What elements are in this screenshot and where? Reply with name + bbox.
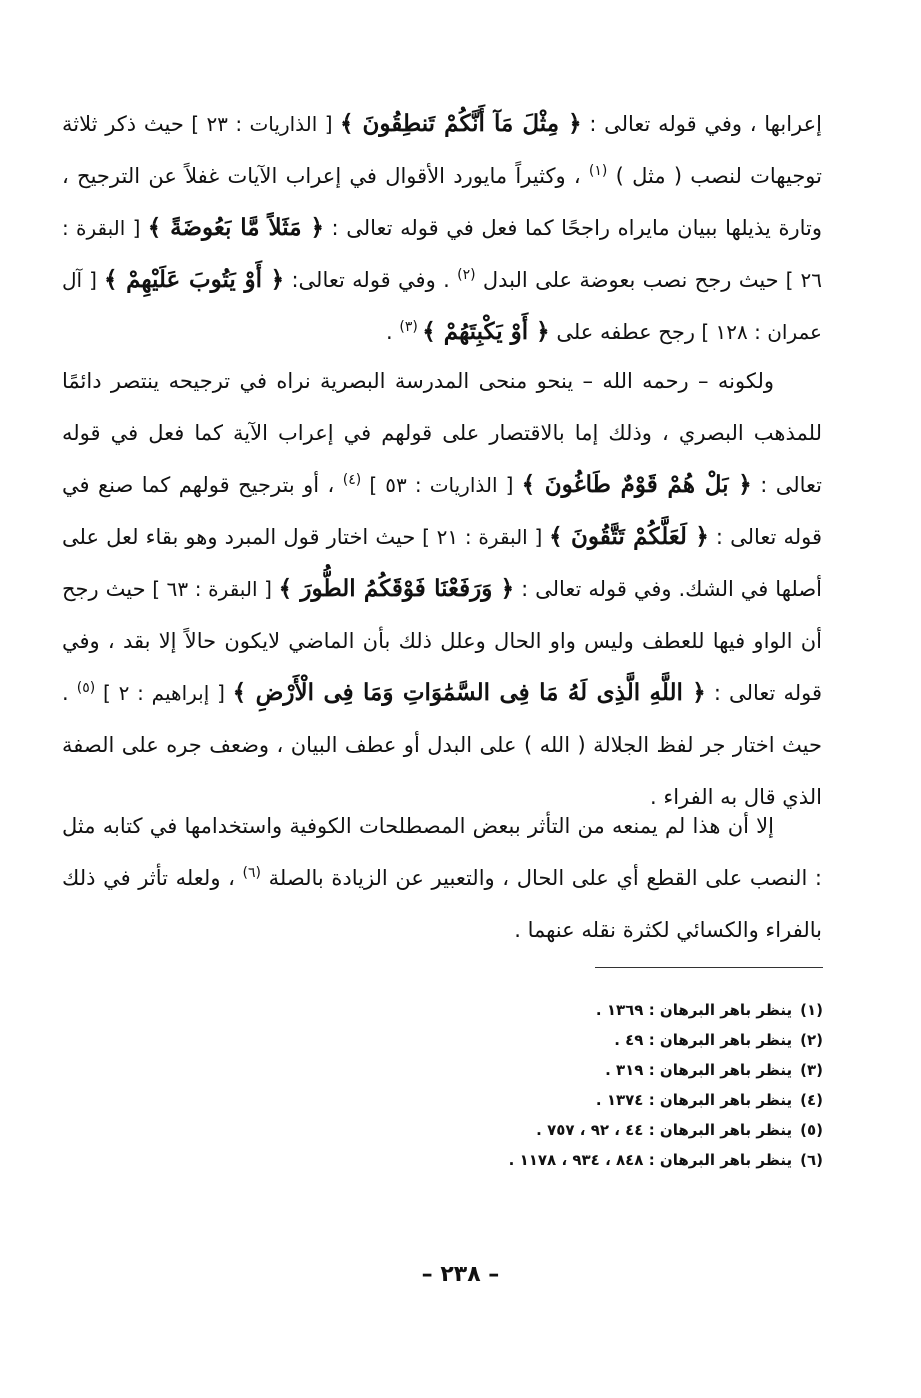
footnote xyxy=(380,1115,823,1145)
text-segment: رجح عطفه على xyxy=(549,320,695,344)
footnote-number: (٦) xyxy=(800,1151,823,1169)
footnote-marker: (٢) xyxy=(457,267,476,283)
text-segment: . xyxy=(386,320,400,344)
footnote-marker: (٤) xyxy=(342,472,362,488)
verse-reference: [ إبراهيم : ٢ ] xyxy=(95,681,233,705)
footnote-text: ينظر باهر البرهان : ١٣٦٩ . xyxy=(595,1001,793,1019)
footnote-marker: (٥) xyxy=(76,680,96,696)
quran-verse: ﴿ بَلْ هُمْ قَوْمٌ طَاغُونَ ﴾ xyxy=(521,471,752,498)
verse-reference: [ البقرة : ٢١ ] xyxy=(415,525,550,549)
quran-verse: ﴿ مِثْلَ مَآ أَنَّكُمْ تَنطِقُونَ ﴾ xyxy=(339,110,582,137)
footnote-number: (٢) xyxy=(800,1031,823,1049)
text-segment: حيث رجح أن الواو فيها للعطف وليس واو الحال وعلل ذلك بأن الماضي لايكون حالاً إلا بقد ، وفي قوله تعالى : xyxy=(62,577,822,705)
footnote-marker: (٣) xyxy=(399,319,423,335)
paragraph-3-text xyxy=(62,800,822,956)
text-segment: ، وكثيراً مايورد الأقوال في إعراب الآيات غفلاً عن الترجيح ، وتارة يذيلها ببيان مايراه راجحًا كما فعل في قوله تعالى : xyxy=(62,164,822,240)
footnote-text: ينظر باهر البرهان : ٤٩ . xyxy=(614,1031,793,1049)
footnote-marker: (٦) xyxy=(242,865,261,881)
footnote-text: ينظر باهر البرهان : ١٣٧٤ . xyxy=(595,1091,793,1109)
footnote-text: ينظر باهر البرهان : ٣١٩ . xyxy=(605,1061,793,1079)
paragraph-1-text xyxy=(62,98,822,358)
text-segment: . حيث اختار جر لفظ الجلالة ( الله ) على البدل أو عطف البيان ، وضعف جره على الصفة الذي قال به الفراء . xyxy=(62,681,822,809)
text-segment: . وفي قوله تعالى: xyxy=(284,268,458,292)
quran-verse: ﴿ أَوْ يَكْبِتَهُمْ ﴾ xyxy=(422,318,550,345)
paragraph-2-text xyxy=(62,355,822,823)
verse-reference: [ الذاريات : ٢٣ ] xyxy=(183,112,340,136)
footnote xyxy=(380,1145,823,1175)
footnote-number: (١) xyxy=(800,1001,823,1019)
footnote xyxy=(380,1085,823,1115)
text-segment: ، أو بترجيح قولهم كما صنع في قوله تعالى : xyxy=(62,473,822,549)
verse-reference: [ الذاريات : ٥٣ ] xyxy=(361,473,522,497)
text-segment: حيث رجح نصب بعوضة على البدل xyxy=(475,268,779,292)
verse-reference: [ البقرة : ٢٦ ] xyxy=(62,216,822,292)
text-segment: حيث ذكر ثلاثة توجيهات لنصب ( مثل ) xyxy=(62,112,822,188)
footnote-separator xyxy=(595,967,823,968)
text-segment: إعرابها ، وفي قوله تعالى : xyxy=(581,112,822,136)
footnote-number: (٥) xyxy=(800,1121,823,1139)
text-segment: ، ولعله تأثر في ذلك بالفراء والكسائي لكثرة نقله عنهما . xyxy=(62,866,822,942)
text-segment: حيث اختار قول المبرد وهو بقاء لعل على أصلها في الشك. وفي قوله تعالى : xyxy=(62,525,822,601)
footnotes-list xyxy=(380,995,823,1175)
footnote xyxy=(380,1055,823,1085)
footnote-number: (٤) xyxy=(800,1091,823,1109)
text-segment: ولكونه – رحمه الله – ينحو منحى المدرسة البصرية نراه في ترجيحه ينتصر دائمًا للمذهب البصري ، وذلك إما بالاقتصار على قولهم في إعراب الآية كما فعل في قوله تعالى : xyxy=(62,369,822,497)
quran-verse: ﴿ أَوْ يَتُوبَ عَلَيْهِمْ ﴾ xyxy=(103,266,285,293)
footnote-number: (٣) xyxy=(800,1061,823,1079)
footnote-text: ينظر باهر البرهان : ٨٤٨ ، ٩٣٤ ، ١١٧٨ . xyxy=(508,1151,793,1169)
footnote xyxy=(380,1025,823,1055)
paragraph-2 xyxy=(62,355,822,823)
quran-verse: ﴿ لَعَلَّكُمْ تَتَّقُونَ ﴾ xyxy=(549,523,709,550)
paragraph-1 xyxy=(62,98,822,358)
footnote-marker: (١) xyxy=(588,163,608,179)
footnote xyxy=(380,995,823,1025)
quran-verse: ﴿ وَرَفَعْنَا فَوْقَكُمُ الطُّورَ ﴾ xyxy=(278,575,515,602)
verse-reference: [ البقرة : ٦٣ ] xyxy=(145,577,279,601)
verse-reference: [ آل عمران : ١٢٨ ] xyxy=(62,268,822,344)
paragraph-3 xyxy=(62,800,822,956)
footnote-text: ينظر باهر البرهان : ٤٤ ، ٩٢ ، ٧٥٧ . xyxy=(536,1121,793,1139)
page-number: – ٢٣٨ – xyxy=(421,1262,500,1287)
quran-verse: ﴿ اللَّهِ الَّذِى لَهُ مَا فِى السَّمَٰوَاتِ وَمَا فِى الْأَرْضِ ﴾ xyxy=(232,679,706,706)
quran-verse: ﴿ مَثَلاً مَّا بَعُوضَةً ﴾ xyxy=(147,214,324,241)
text-segment: إلا أن هذا لم يمنعه من التأثر ببعض المصطلحات الكوفية واستخدامها في كتابه مثل : النصب على القطع أي على الحال ، والتعبير عن الزيادة بالصلة xyxy=(62,814,822,890)
